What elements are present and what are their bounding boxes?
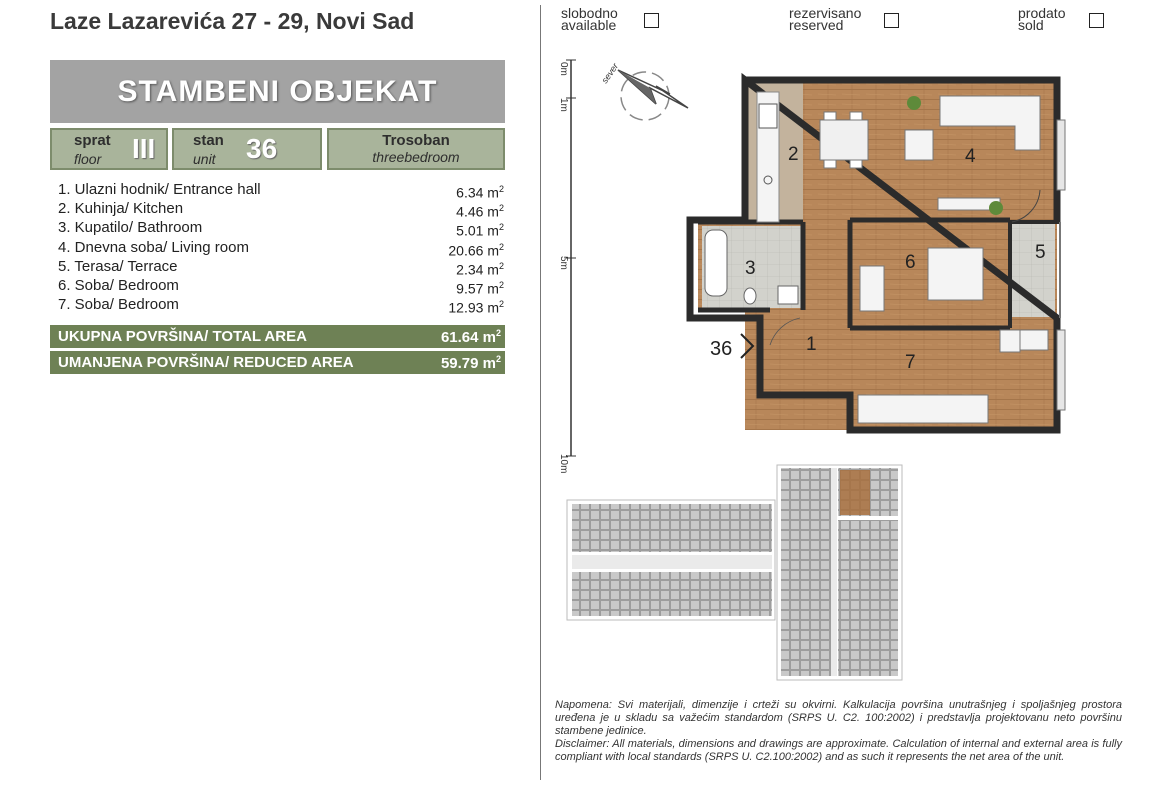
status-sold-en: sold [1018,17,1044,33]
unit-label-en: unit [193,151,216,167]
type-label: Trosoban [382,132,450,149]
north-arrow-icon [600,56,695,136]
scale-label-5: 5m [558,256,569,270]
scale-label-0: 0m [558,62,569,76]
room-area: 6.34 $m^2$ [456,184,504,201]
reserved-checkbox[interactable] [884,13,899,28]
building-key-plan [565,462,905,684]
status-available-en: available [561,17,617,33]
reduced-area-bar [50,351,505,374]
address-title: Laze Lazarevića 27 - 29, Novi Sad [50,8,415,34]
room-name: 2. Kuhinja/ Kitchen [58,200,184,218]
floor-label: sprat [74,132,111,149]
unit-value: 36 [246,133,278,164]
room-list [58,180,504,314]
floor-label-en: floor [74,151,102,167]
room-name: 1. Ulazni hodnik/ Entrance hall [58,181,261,198]
scale-label-10: 10m [558,454,569,474]
list-item [58,199,504,218]
room-name: 3. Kupatilo/ Bathroom [58,219,203,237]
type-box [327,128,505,170]
room-name: 5. Terasa/ Terrace [58,257,178,275]
room-number-1: 1 [806,334,817,355]
room-number-4: 4 [965,146,976,167]
room-number-3: 3 [745,258,756,279]
list-item [58,180,504,199]
room-number-6: 6 [905,252,916,273]
total-area-bar [50,325,505,348]
reduced-area-value: 59.79 $m^2$ [440,353,501,372]
type-label-en: threebedroom [372,149,460,165]
scale-label-1: 1m [558,98,569,112]
status-reserved-en: reserved [789,17,844,33]
unit-label: stan [193,132,224,149]
status-reserved-sr: rezervisano [789,5,862,21]
sold-checkbox[interactable] [1089,13,1104,28]
status-available [561,7,618,31]
unit-box [172,128,322,170]
status-available-sr: slobodno [561,5,618,21]
room-area: 20.66 $m^2$ [448,241,504,259]
banner-text: STAMBENI OBJEKAT [117,74,438,108]
room-number-2: 2 [788,144,799,165]
room-area: 2.34 $m^2$ [456,260,504,278]
scale-bar [548,58,578,474]
status-sold-sr: prodato [1018,5,1066,21]
list-item [58,257,504,276]
floor-plan [690,74,1065,442]
available-checkbox[interactable] [644,13,659,28]
list-item [58,218,504,240]
building-banner [50,60,505,123]
unit-entrance-number: 36 [710,338,733,360]
room-number-7: 7 [905,352,916,373]
disclaimer-note [555,699,1122,764]
note-sr: Napomena: Svi materijali, dimenzije i crteži su okvirni. Kalkulacija površina unutrašnjeg i spoljašnjeg prostora uređena je u skladu sa važećim standardom (SRPS U. C2. 100:2002) i predstavlja projektovanu neto površinu stambene jedinice. [555,699,1122,737]
total-area-value: 61.64 $m^2$ [440,327,501,346]
note-en: Disclaimer: All materials, dimensions and drawings are approximate. Calculation of internal and external area is fully compliant with local standards (SRPS U. C2.100:2002) and as such it represents the net area of the unit. [555,738,1122,763]
room-name: 4. Dnevna soba/ Living room [58,238,249,256]
room-area: 4.46 $m^2$ [456,203,504,220]
room-area: 9.57 $m^2$ [456,279,504,297]
compass-label: sever [599,61,621,86]
highlighted-unit [840,470,870,515]
status-sold [1018,7,1065,31]
floor-value: III [132,133,156,164]
room-number-5: 5 [1035,242,1046,263]
list-item [58,295,504,314]
floor-box [50,128,168,170]
room-area: 12.93 $m^2$ [448,299,504,316]
status-reserved [789,7,861,31]
room-area: 5.01 $m^2$ [456,222,504,240]
total-area-label: UKUPNA POVRŠINA/ TOTAL AREA [58,328,307,345]
reduced-area-label: UMANJENA POVRŠINA/ REDUCED AREA [58,354,354,371]
room-name: 7. Soba/ Bedroom [58,296,179,314]
list-item [58,238,504,257]
list-item [58,276,504,295]
room-name: 6. Soba/ Bedroom [58,276,179,294]
panel-divider [540,5,541,780]
